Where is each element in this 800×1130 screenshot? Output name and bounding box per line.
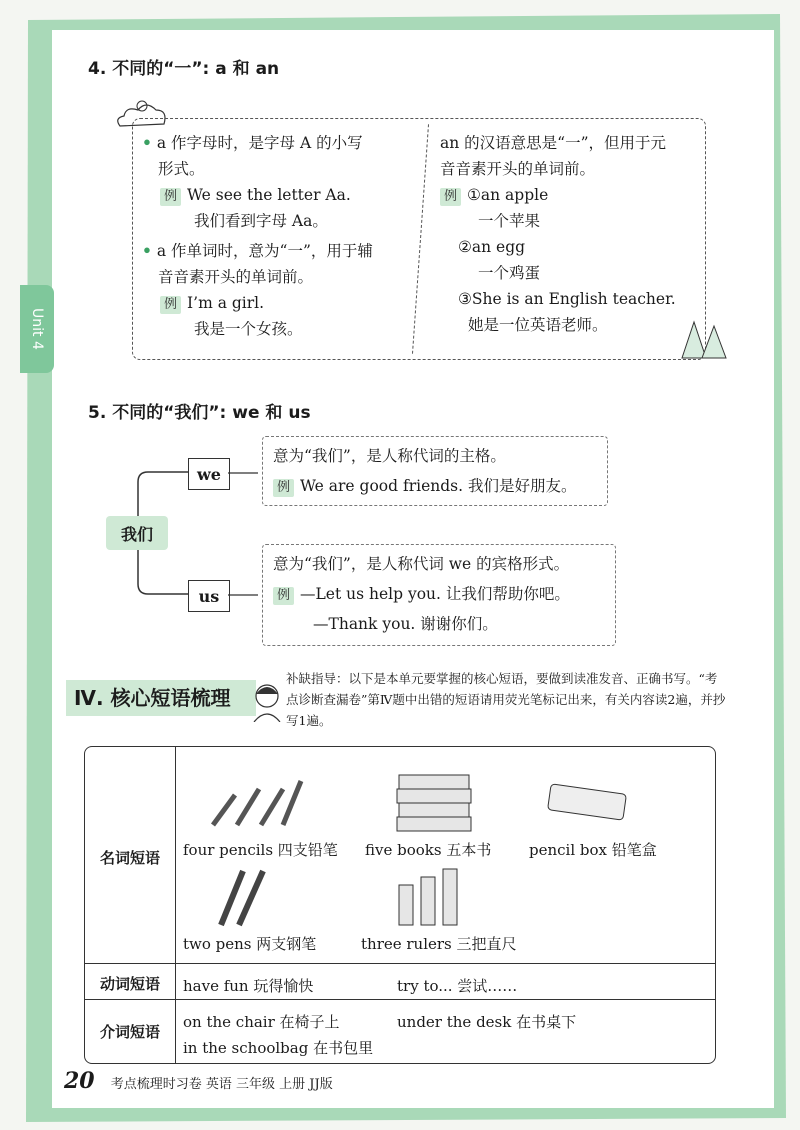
a-column [142, 130, 414, 342]
example-cn: 一个鸡蛋 [478, 264, 541, 282]
bullet-dot: • [142, 133, 152, 152]
bullet-1 [142, 130, 414, 156]
bullet-1-line1: a 作字母时，是字母 A 的小写 [156, 134, 363, 152]
bullet-dot: • [142, 241, 152, 260]
page-number: 20 [64, 1068, 95, 1094]
pine-trees-icon [678, 318, 730, 362]
we-meaning: 意为“我们”，是人称代词的主格。 [273, 447, 506, 465]
pens-icon [213, 865, 273, 929]
us-node: us [188, 580, 230, 612]
example-cn: 我是一个女孩。 [194, 320, 303, 338]
connector-lines [228, 440, 264, 640]
student-icon [250, 680, 284, 722]
example-tag: 例 [160, 296, 181, 314]
phrase-under-the-desk: under the desk 在书桌下 [397, 1013, 577, 1031]
us-definition-box [262, 544, 616, 646]
section4-heading: 4. 不同的“一”: a 和 an [88, 59, 280, 79]
phrase-three-rulers: three rulers 三把直尺 [361, 935, 517, 953]
example-en: I’m a girl. [187, 294, 265, 312]
phrase-two-pens: two pens 两支钢笔 [183, 935, 317, 953]
table-hline [85, 999, 715, 1000]
us-example-2: —Thank you. 谢谢你们。 [313, 615, 498, 633]
table-vline [175, 747, 176, 1063]
example-tag: 例 [440, 188, 461, 206]
root-node-women: 我们 [106, 516, 168, 550]
example-en: ③She is an English teacher. [458, 290, 676, 308]
pencil-box-icon [545, 781, 629, 823]
phrase-on-the-chair: on the chair 在椅子上 [183, 1013, 340, 1031]
row-label-verb: 动词短语 [99, 975, 160, 993]
study-guide-note: 补缺指导：以下是本单元要掌握的核心短语，要做到读准发音、正确书写。“考点诊断查漏卷”第Ⅳ题中出错的短语请用荧光笔标记出来，有关内容读2遍，并抄写1遍。 [286, 671, 726, 728]
an-intro-line2: 音音素开头的单词前。 [440, 160, 596, 178]
table-hline [85, 963, 715, 964]
footer-text: 考点梳理时习卷 英语 三年级 上册 JJ版 [110, 1077, 333, 1092]
example-cn: 一个苹果 [478, 212, 541, 230]
bullet-1-line2: 形式。 [158, 160, 205, 178]
example-cn: 她是一位英语老师。 [468, 316, 608, 334]
phrase-four-pencils: four pencils 四支铅笔 [183, 841, 338, 859]
an-column [440, 130, 702, 338]
row-label-prep: 介词短语 [99, 1023, 160, 1041]
example-tag: 例 [273, 479, 294, 497]
section5-heading: 5. 不同的“我们”: we 和 us [88, 403, 311, 423]
bullet-2-line2: 音音素开头的单词前。 [158, 268, 314, 286]
page-footer [64, 1068, 333, 1094]
example-cn: 我们看到字母 Aa。 [194, 212, 328, 230]
phrase-have-fun: have fun 玩得愉快 [183, 977, 314, 995]
bullet-2 [142, 238, 414, 264]
an-intro-line1: an 的汉语意思是“一”，但用于元 [440, 134, 666, 152]
example-tag: 例 [160, 188, 181, 206]
unit-tab: Unit 4 [20, 285, 54, 373]
phrase-try-to: try to... 尝试…… [397, 977, 518, 995]
us-example-1: —Let us help you. 让我们帮助你吧。 [300, 585, 570, 603]
example-en: ①an apple [467, 186, 549, 204]
we-definition-box [262, 436, 608, 506]
phrase-five-books: five books 五本书 [365, 841, 492, 859]
we-example: We are good friends. 我们是好朋友。 [300, 477, 577, 495]
section-iv-title: Ⅳ. 核心短语梳理 [66, 680, 256, 716]
row-label-noun: 名词短语 [99, 849, 160, 867]
phrase-pencil-box: pencil box 铅笔盒 [529, 841, 657, 859]
books-icon [393, 769, 477, 833]
phrase-in-the-schoolbag: in the schoolbag 在书包里 [183, 1039, 374, 1057]
rulers-icon [395, 865, 471, 927]
phrase-table [84, 746, 716, 1064]
example-tag: 例 [273, 587, 294, 605]
pencils-icon [205, 775, 305, 831]
example-en: We see the letter Aa. [187, 186, 351, 204]
example-en: ②an egg [458, 238, 526, 256]
us-meaning: 意为“我们”，是人称代词 we 的宾格形式。 [273, 555, 570, 573]
bullet-2-line1: a 作单词时，意为“一”，用于辅 [156, 242, 373, 260]
we-node: we [188, 458, 230, 490]
